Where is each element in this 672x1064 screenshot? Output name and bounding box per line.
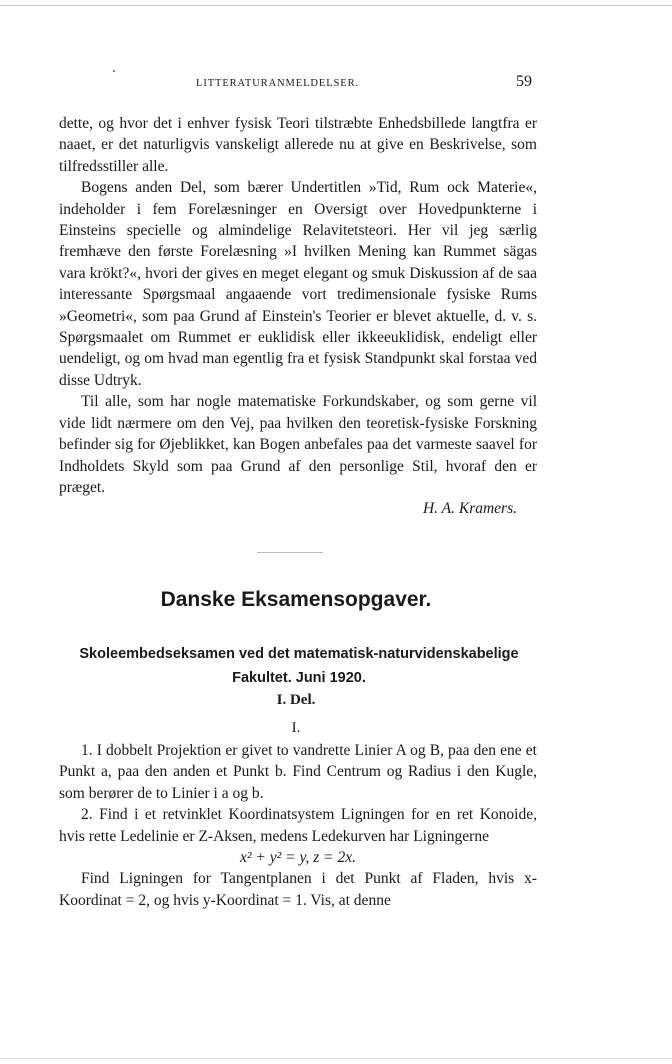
- exam-part-heading: I. Del.: [276, 692, 316, 708]
- page-number: 59: [516, 73, 532, 90]
- exam-text: [59, 740, 537, 911]
- page-top-border: [0, 5, 672, 6]
- review-paragraph-3: Til alle, som har nogle matematiske Forkundskaber, og som gerne vil vide lidt nærmere om den Vej, paa hvilken den teoretisk-fysiske Forskning befinder sig for Øjeblikket, kan Bogen anbefales paa det varmeste saavel for Indholdets Skyld som paa Grund af den personlige Stil, hvoraf den er præget.: [59, 393, 537, 496]
- section-title: Danske Eksamensopgaver.: [160, 588, 432, 611]
- review-paragraph-1: dette, og hvor det i enhver fysisk Teori tilstræbte Enhedsbillede langtfra er naaet, er det naturligvis vanskeligt allerede nu at give en Beskrivelse, som tilfredsstiller alle.: [59, 115, 537, 175]
- page-bottom-border: [0, 1058, 672, 1059]
- review-signature: H. A. Kramers.: [422, 500, 517, 518]
- running-header: LITTERATURANMELDELSER.: [196, 78, 359, 89]
- review-text: [59, 113, 537, 520]
- question-2: 2. Find i et retvinklet Koordinatsystem Ligningen for en ret Konoide, hvis rette Ledelinie er Z-Aksen, medens Ledekurven har Ligningerne: [59, 806, 537, 845]
- question-2-continued: Find Ligningen for Tangentplanen i det Punkt af Fladen, hvis x-Koordinat = 2, og hvis y-Koordinat = 1. Vis, at denne: [59, 870, 537, 909]
- review-paragraph-2: Bogens anden Del, som bærer Undertitlen »Tid, Rum ock Materie«, indeholder i fem Forelæsninger en Oversigt over Hovedpunkterne i Einsteins specielle og almindelige Relavitetsteori. Her vil jeg særlig fremhæve den første Forelæsning »I hvilken Mening kan Rummet sägas vara krökt?«, hvori der gives en meget elegant og smuk Diskussion af de saa interessante Spørgsmaal angaaende vort tredimensionale fysiske Rums »Geometri«, som paa Grund af Einstein's Teorier er blevet aktuelle, d. v. s. Spørgsmaalet om Rummet er euklidisk eller ikkeeuklidisk, endeligt eller uendeligt, og om hvad man egentlig fra et fysisk Standpunkt skal forstaa ved disse Udtryk.: [59, 179, 537, 389]
- question-1: 1. I dobbelt Projektion er givet to vandrette Linier A og B, paa den ene et Punkt a, paa den anden et Punkt b. Find Centrum og Radius i den Kugle, som berører de to Linier i a og b.: [59, 742, 537, 802]
- section-divider: [257, 552, 323, 553]
- exam-subtitle: Skoleembedseksamen ved det matematisk-naturvidenskabelige Fakultet. Juni 1920.: [79, 646, 519, 686]
- equation: x² + y² = y, z = 2x.: [240, 849, 356, 867]
- speck: [113, 70, 115, 72]
- exam-section-number: I.: [291, 720, 301, 736]
